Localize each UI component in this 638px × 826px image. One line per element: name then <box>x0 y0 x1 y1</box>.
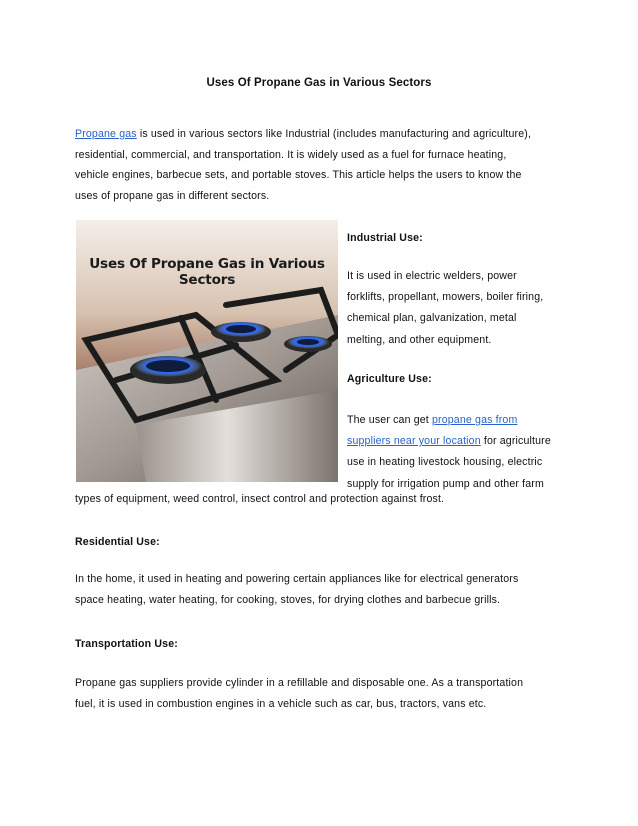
agriculture-paragraph <box>347 410 587 495</box>
agriculture-heading: Agriculture Use: <box>347 373 432 385</box>
intro-line-1 <box>75 128 531 140</box>
propane-gas-link[interactable]: Propane gas <box>75 128 137 140</box>
industrial-line: It is used in electric welders, power <box>347 270 517 282</box>
intro-line-4: uses of propane gas in different sectors. <box>75 190 270 203</box>
transportation-paragraph <box>75 673 595 714</box>
intro-line-1-rest: is used in various sectors like Industrial (includes manufacturing and agriculture), <box>136 128 532 140</box>
agriculture-line-4: supply for irrigation pump and other farm <box>347 477 544 490</box>
industrial-heading: Industrial Use: <box>347 232 423 244</box>
agriculture-line-1 <box>347 414 517 426</box>
transportation-heading: Transportation Use: <box>75 638 178 650</box>
gas-stove-image <box>76 220 338 482</box>
transportation-line-1: Propane gas suppliers provide cylinder in a refillable and disposable one. As a transportation <box>75 677 524 689</box>
residential-heading: Residential Use: <box>75 536 160 548</box>
intro-line-3: vehicle engines, barbecue sets, and portable stoves. This article helps the users to know the <box>75 169 522 182</box>
residential-line-1: In the home, it used in heating and powering certain appliances like for electrical generators <box>75 573 519 585</box>
industrial-line: chemical plan, galvanization, metal <box>347 312 517 325</box>
propane-gas-from-link[interactable]: propane gas from <box>432 414 518 426</box>
image-overlay-title: Uses Of Propane Gas in Various Sectors <box>89 256 325 288</box>
transportation-line-2: fuel, it is used in combustion engines in a vehicle such as car, bus, tractors, vans etc. <box>75 697 487 710</box>
agriculture-line-3: use in heating livestock housing, electric <box>347 456 543 469</box>
agriculture-line-2-text: for agriculture <box>480 435 551 448</box>
agriculture-line-2 <box>347 435 551 447</box>
residential-line-2: space heating, water heating, for cooking, stoves, for drying clothes and barbecue grills. <box>75 593 501 606</box>
document-title: Uses Of Propane Gas in Various Sectors <box>206 77 432 89</box>
suppliers-near-location-link[interactable]: suppliers near your location <box>347 435 481 448</box>
industrial-line: forklifts, propellant, mowers, boiler firing, <box>347 291 544 304</box>
industrial-paragraph <box>347 266 587 351</box>
agriculture-line-1-text: The user can get <box>347 414 432 426</box>
industrial-line: melting, and other equipment. <box>347 333 492 346</box>
intro-paragraph <box>75 124 575 207</box>
intro-line-2: residential, commercial, and transportation. It is widely used as a fuel for furnace heating, <box>75 148 507 161</box>
residential-paragraph <box>75 569 595 610</box>
agriculture-line-5: types of equipment, weed control, insect control and protection against frost. <box>75 493 445 505</box>
